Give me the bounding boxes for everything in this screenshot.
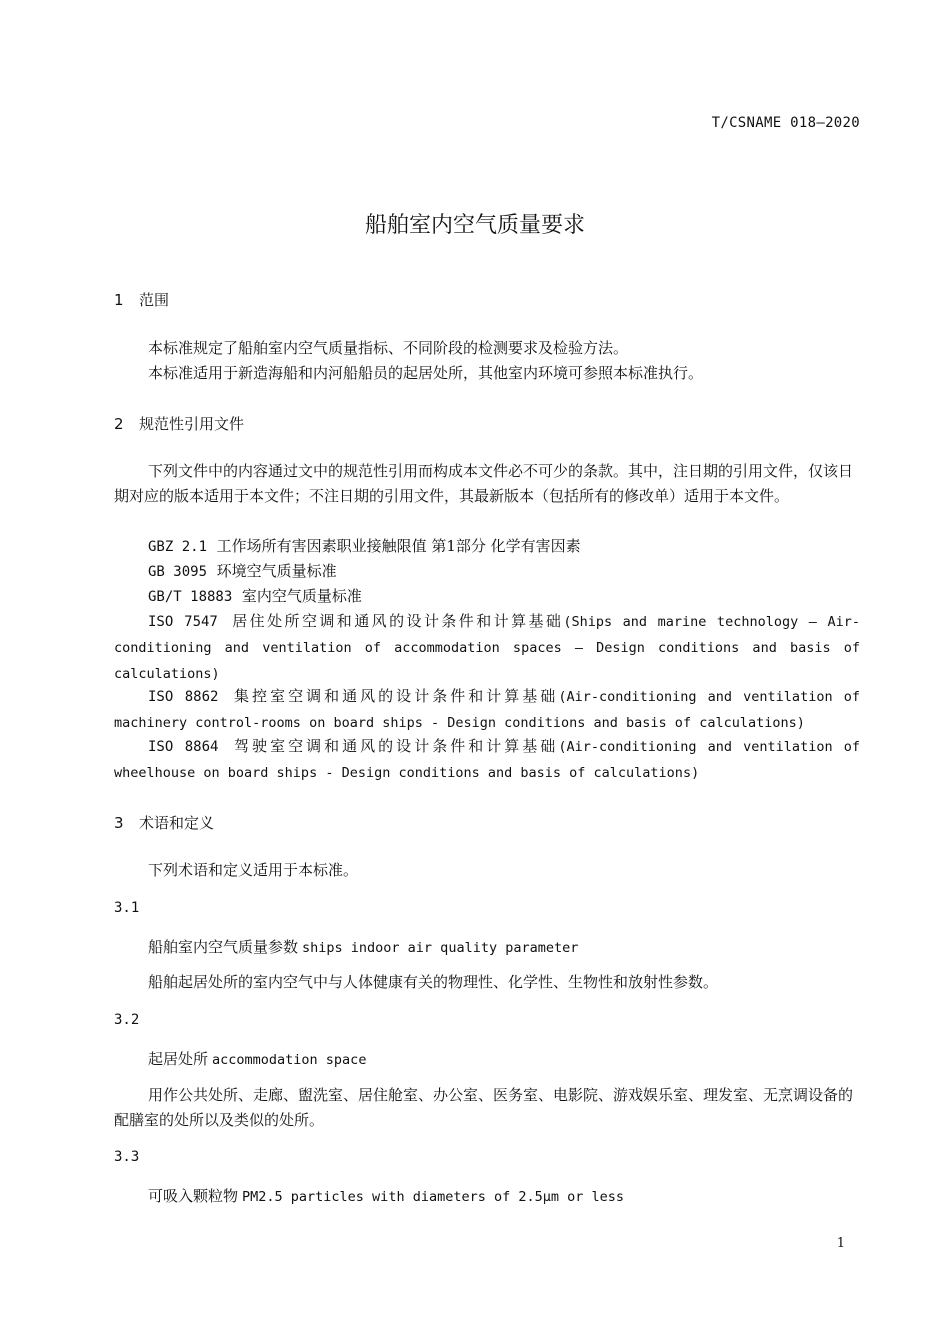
section-number: 1 [114, 291, 124, 309]
document-title: 船舶室内空气质量要求 [364, 213, 585, 238]
scope-paragraph-2: 本标准适用于新造海船和内河船船员的起居处所，其他室内环境可参照本标准执行。 [148, 364, 704, 382]
reference-entry [114, 584, 860, 610]
reference-title: 室内空气质量标准 [241, 587, 362, 605]
references-intro: 下列文件中的内容通过文中的规范性引用而构成本文件必不可少的条款。其中，注日期的引用文件，仅该日期对应的版本适用于本文件；不注日期的引用文件，其最新版本（包括所有的修改单）适用于本文件。 [114, 462, 854, 505]
reference-code: GBZ 2.1 [148, 539, 208, 555]
term-chinese: 可吸入颗粒物 [148, 1187, 239, 1205]
document-id: T/CSNAME 018—2020 [711, 115, 860, 131]
term-chinese: 船舶室内空气质量参数 [148, 938, 299, 956]
term-english: ships indoor air quality parameter [302, 940, 579, 956]
term-heading [148, 1048, 366, 1069]
reference-english-title: (Ships and marine technology — Air-conditioning and ventilation of accommodation spaces — Design conditions and basis of calculations) [114, 614, 860, 682]
reference-code: GB 3095 [148, 564, 208, 580]
reference-code: ISO 8864 [148, 739, 219, 755]
reference-code: ISO 7547 [148, 614, 218, 630]
reference-title: 环境空气质量标准 [216, 562, 337, 580]
term-english: PM2.5 particles with diameters of 2.5μm or less [242, 1189, 625, 1205]
reference-code: GB/T 18883 [148, 589, 233, 605]
term-number: 3.2 [114, 1012, 140, 1028]
reference-entry [114, 559, 860, 585]
section-title: 术语和定义 [139, 814, 215, 832]
section-title: 范围 [139, 291, 170, 309]
page-number: 1 [836, 1236, 845, 1251]
term-definition: 船舶起居处所的室内空气中与人体健康有关的物理性、化学性、生物性和放射性参数。 [148, 973, 719, 991]
section-3-heading [114, 812, 214, 833]
section-1-heading [114, 289, 169, 310]
reference-entry [114, 684, 860, 736]
section-2-heading [114, 413, 244, 434]
scope-paragraph-1: 本标准规定了船舶室内空气质量指标、不同阶段的检测要求及检验方法。 [148, 339, 629, 357]
reference-title: 集控室空调和通风的设计条件和计算基础 [234, 687, 559, 705]
term-english: accommodation space [212, 1052, 367, 1068]
reference-entry [114, 609, 860, 687]
term-definition: 用作公共处所、走廊、盥洗室、居住舱室、办公室、医务室、电影院、游戏娱乐室、理发室、无烹调设备的配膳室的处所以及类似的处所。 [114, 1086, 854, 1129]
reference-entry [114, 734, 860, 786]
reference-title: 驾驶室空调和通风的设计条件和计算基础 [234, 737, 559, 755]
reference-code: ISO 8862 [148, 689, 219, 705]
section-title: 规范性引用文件 [139, 415, 245, 433]
term-number: 3.1 [114, 900, 140, 916]
reference-title: 工作场所有害因素职业接触限值 第1部分 化学有害因素 [216, 537, 581, 555]
section-number: 3 [114, 814, 124, 832]
term-number: 3.3 [114, 1149, 140, 1165]
reference-entry [114, 534, 860, 560]
term-chinese: 起居处所 [148, 1050, 209, 1068]
terms-intro: 下列术语和定义适用于本标准。 [148, 861, 359, 879]
term-heading [148, 936, 578, 957]
reference-english-title: (Air-conditioning and ventilation of wheelhouse on board ships - Design conditions and basis of calculations) [114, 739, 860, 781]
section-number: 2 [114, 415, 124, 433]
term-heading [148, 1185, 624, 1206]
reference-english-title: (Air-conditioning and ventilation of machinery control-rooms on board ships - Design conditions and basis of calculations) [114, 689, 860, 731]
reference-title: 居住处所空调和通风的设计条件和计算基础 [232, 612, 564, 630]
